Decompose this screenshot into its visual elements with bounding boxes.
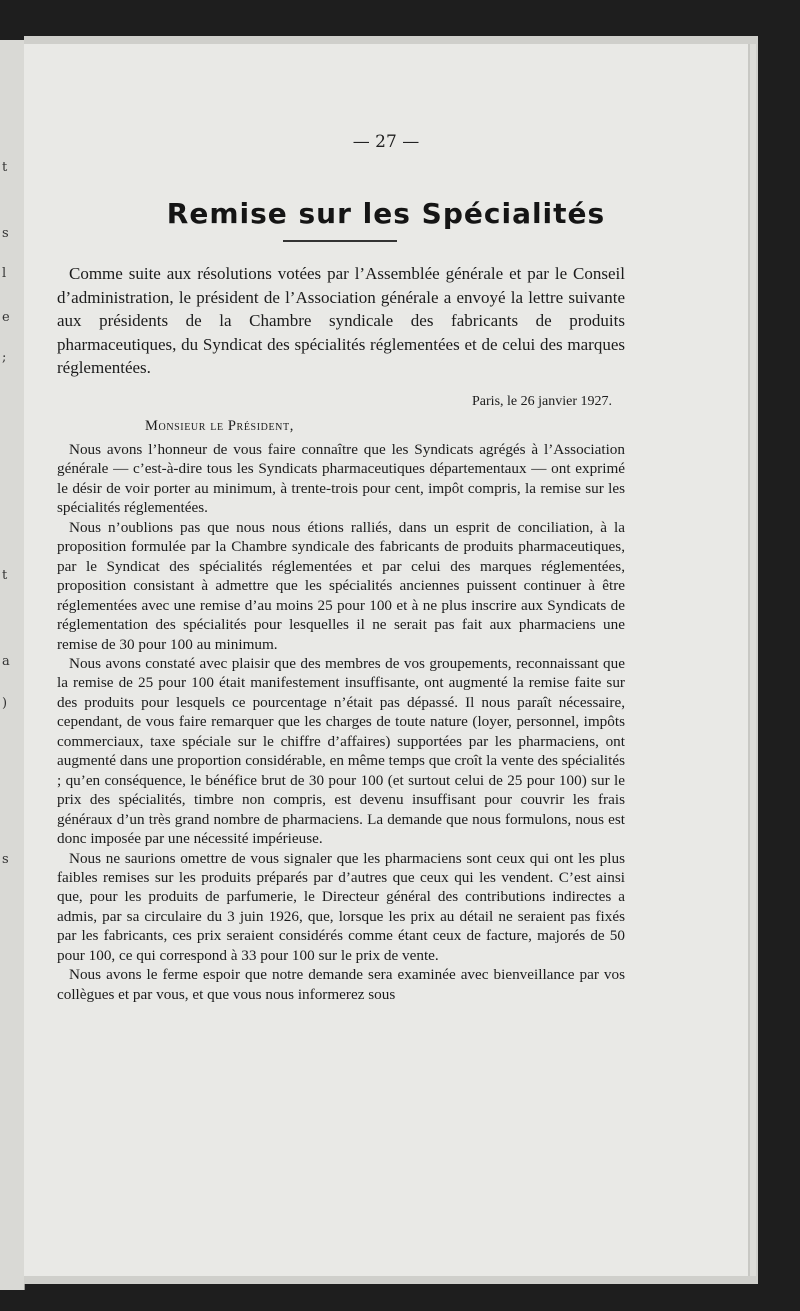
page-number: — 27 —: [352, 132, 420, 152]
letter-body: [57, 440, 625, 1004]
edge-fragment: t: [2, 160, 8, 175]
page-title: Remise sur les Spécialités: [166, 197, 606, 230]
edge-fragment: a: [2, 654, 10, 669]
edge-fragment: t: [2, 568, 8, 583]
edge-fragment: e: [2, 310, 10, 325]
facing-page-edge: [0, 40, 25, 1290]
edge-fragment: s: [2, 852, 9, 867]
intro-paragraph: Comme suite aux résolutions votées par l’Assemblée générale et par le Conseil d’administration, le président de l’Association générale a envoyé la lettre suivante aux présidents de la Chambre syndicale des fabricants de produits pharmaceutiques, du Syndicat des spécialités réglementées et de celui des marques réglementées.: [57, 264, 625, 377]
edge-fragment: l: [2, 266, 7, 281]
letter-dateline: Paris, le 26 janvier 1927.: [472, 394, 612, 409]
letter-paragraph: Nous avons l’honneur de vous faire connaître que les Syndicats agrégés à l’Association générale — c’est-à-dire tous les Syndicats pharmaceutiques départementaux — ont exprimé le désir de voir porter au minimum, à trente-trois pour cent, impôt compris, la remise sur les spécialités réglementées.: [57, 441, 625, 517]
letter-paragraph: Nous ne saurions omettre de vous signaler que les pharmaciens sont ceux qui ont les plus faibles remises sur les produits préparés par d’autres que ceux qui les vendent. C’est ainsi que, pour les produits de parfumerie, le Directeur général des contributions indirectes a admis, par sa circulaire du 3 juin 1926, que, lorsque les prix au détail ne seraient pas fixés par les fabricants, ces prix seraient considérés comme étant ceux de facture, majorés de 50 pour 100, ce qui correspond à 33 pour 100 sur le prix de vente.: [57, 849, 625, 964]
letter-salutation: Monsieur le Président,: [145, 418, 294, 434]
letter-paragraph: Nous avons constaté avec plaisir que des membres de vos groupements, reconnaissant que la remise de 25 pour 100 était manifestement insuffisante, ont augmenté la remise faite sur des produits pour lesquels ce pourcentage n’était pas dépassé. Il nous paraît nécessaire, cependant, de vous faire remarquer que les charges de toute nature (loyer, personnel, impôts commerciaux, taxe spéciale sur le chiffre d’affaires) supportées par les pharmaciens, ont augmenté dans une proportion considérable, en même temps que croît la vente des spécialités ; qu’en conséquence, le bénéfice brut de 30 pour 100 (et surtout celui de 25 pour 100) sur le prix des spécialités, timbre non compris, est devenu insuffisant pour couvrir les frais généraux d’un très grand nombre de pharmaciens. La demande que nous formulons, nous est donc imposée par une nécessité impérieuse.: [57, 654, 625, 848]
edge-fragment: ;: [2, 350, 7, 365]
document-page: [24, 44, 750, 1276]
title-divider: [283, 240, 397, 242]
edge-fragment: s: [2, 226, 9, 241]
letter-paragraph: Nous n’oublions pas que nous nous étions ralliés, dans un esprit de conciliation, à la proposition formulée par la Chambre syndicale des fabricants de produits pharmaceutiques, par le Syndicat des spécialités réglementées et par celui des marques réglementées, proposition consistant à admettre que les spécialités anciennes puissent continuer à être réglementées avec une remise d’au moins 25 pour 100 et à ne plus inscrire aux Syndicats de réglementation des spécialités pour lesquelles il ne serait pas fait aux pharmaciens une remise de 30 pour 100 au minimum.: [57, 518, 625, 653]
letter-paragraph: Nous avons le ferme espoir que notre demande sera examinée avec bienveillance par vos collègues et par vous, et que vous nous informerez sous: [57, 966, 625, 1003]
edge-fragment: ): [2, 696, 8, 711]
